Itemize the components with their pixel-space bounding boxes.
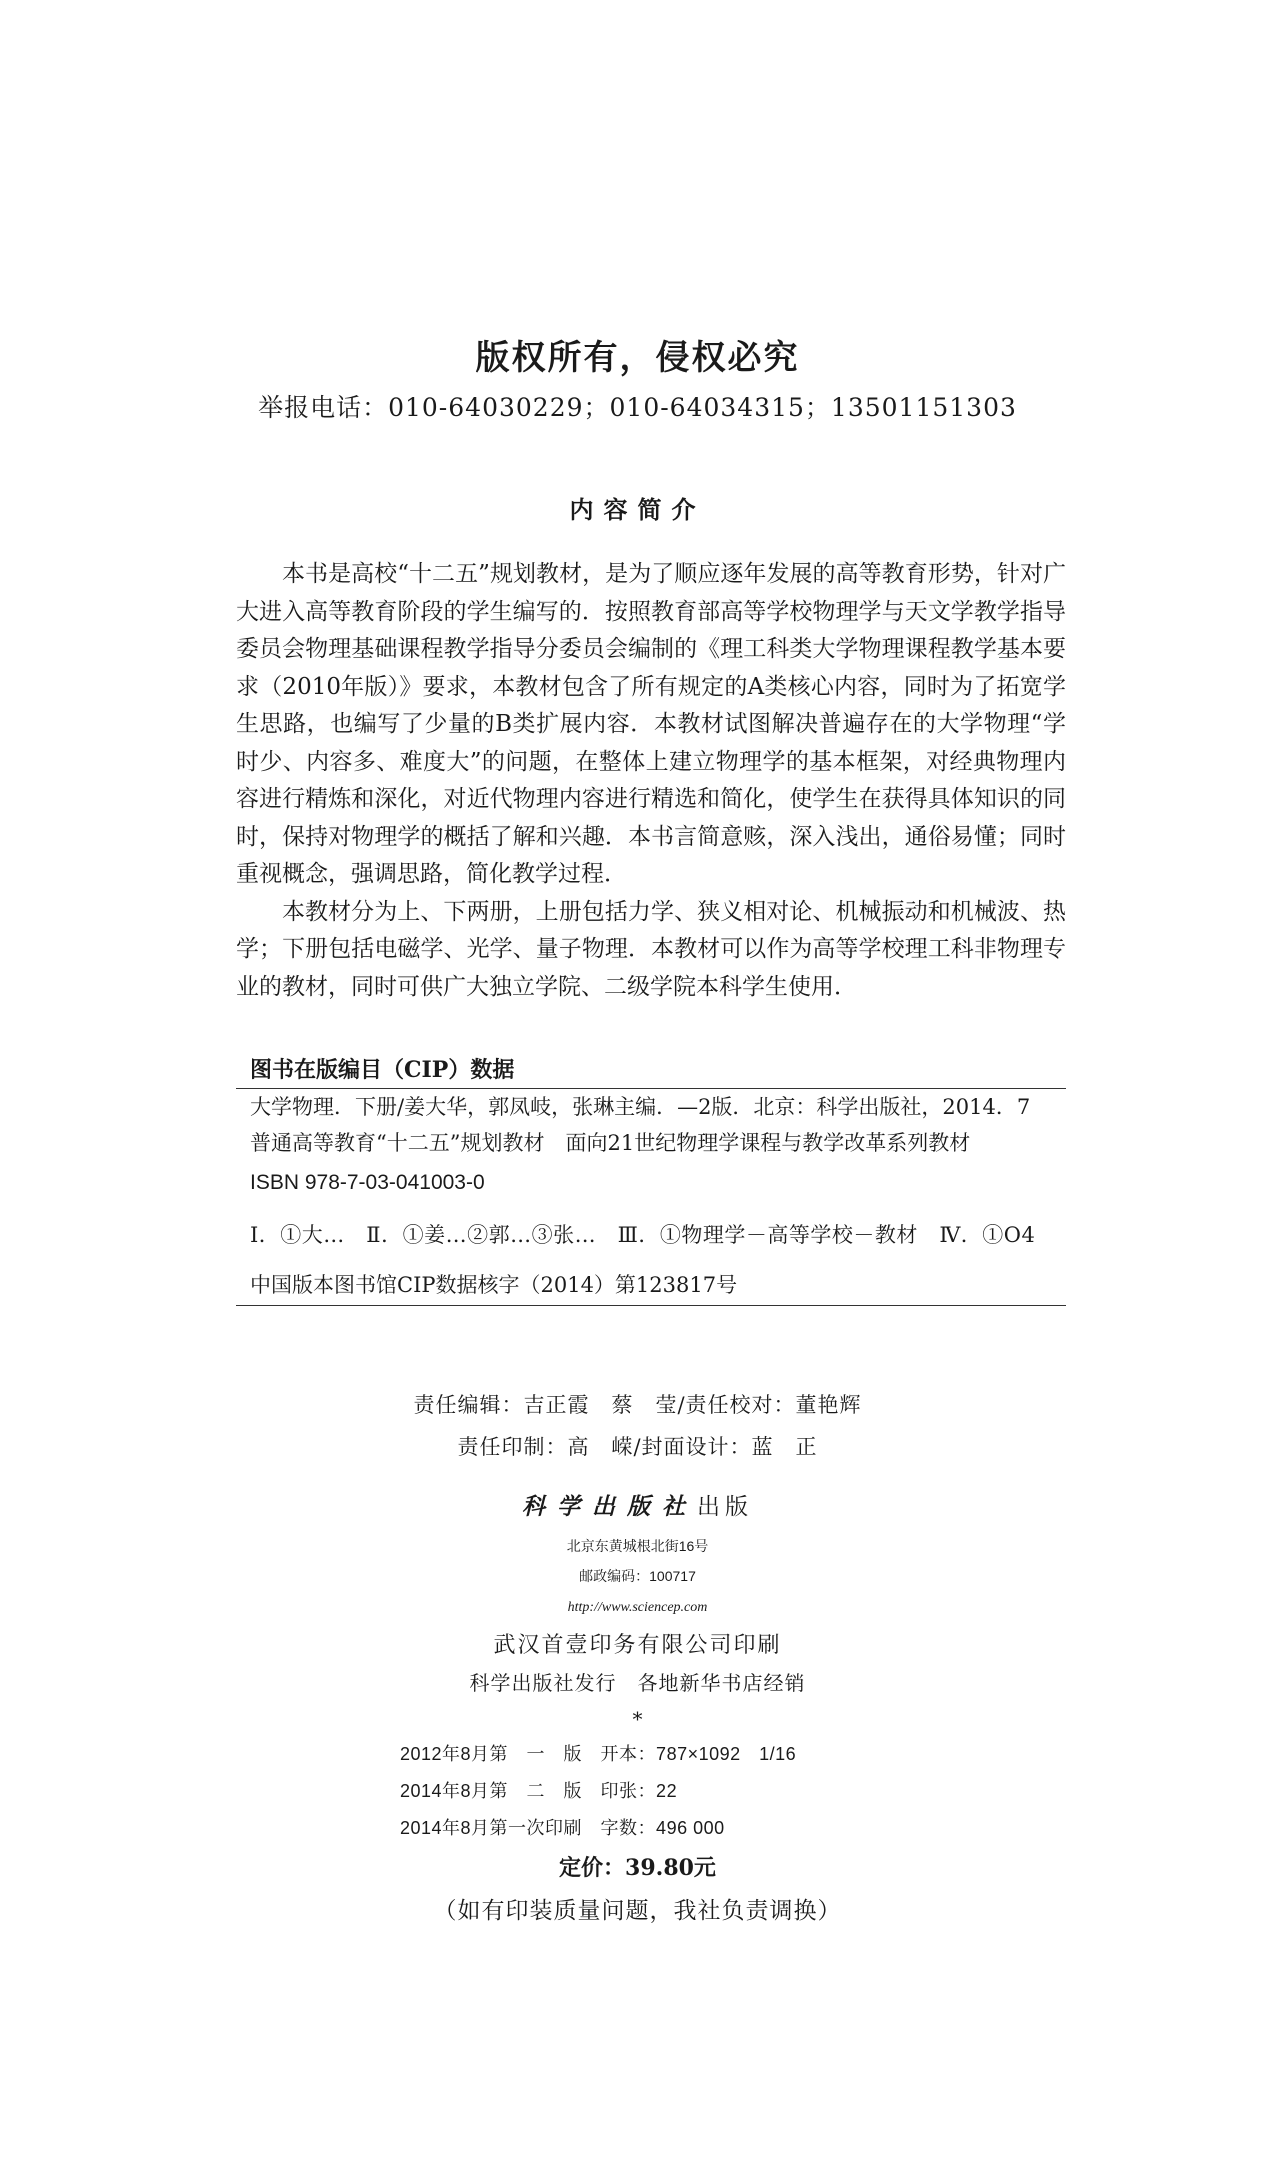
separator-asterisk: * <box>632 1707 643 1731</box>
edition-row: 2012年8月第 一 版 开本：787×1092 1/16 <box>400 1744 797 1764</box>
copyright-title: 版权所有，侵权必究 <box>475 338 800 378</box>
cip-book-entry: 大学物理．下册/姜大华，郭凤岐，张琳主编．—2版．北京：科学出版社，2014．7 <box>250 1095 1031 1119</box>
summary-paragraph: 本教材分为上、下两册，上册包括力学、狭义相对论、机械振动和机械波、热学；下册包括电磁学、光学、量子物理．本教材可以作为高等学校理工科非物理专业的教材，同时可供广大独立学院、二级学院本科学生使用． <box>236 898 1066 1000</box>
cip-data-block <box>236 1052 1066 1306</box>
distributor: 科学出版社发行 各地新华书店经销 <box>469 1671 806 1695</box>
cip-isbn: ISBN 978-7-03-041003-0 <box>250 1171 485 1194</box>
edition-row: 2014年8月第一次印刷 字数：496 000 <box>400 1818 725 1838</box>
production-credits: 责任印制：高 嵘/封面设计：蓝 正 <box>457 1435 818 1459</box>
price: 定价：39.80元 <box>559 1855 716 1881</box>
summary-heading: 内容简介 <box>569 495 706 524</box>
cip-series-entry: 普通高等教育“十二五”规划教材 面向21世纪物理学课程与教学改革系列教材 <box>250 1131 971 1155</box>
publisher-url: http://www.sciencep.com <box>567 1600 708 1615</box>
quality-note: （如有印装质量问题，我社负责调换） <box>433 1898 842 1924</box>
publisher-address: 北京东黄城根北街16号 <box>566 1538 709 1554</box>
cip-classification: Ⅰ．①大… Ⅱ．①姜…②郭…③张… Ⅲ．①物理学－高等学校－教材 Ⅳ．①O4 <box>250 1223 1036 1247</box>
publisher-logotype: 科学出版社 <box>522 1493 697 1520</box>
report-phone: 举报电话：010-64030229；010-64034315；13501151303 <box>258 393 1017 422</box>
publisher-line <box>0 1488 1275 1521</box>
responsible-editors: 责任编辑：吉正霞 蔡 莹/责任校对：董艳辉 <box>413 1393 862 1417</box>
printer: 武汉首壹印务有限公司印刷 <box>493 1633 782 1658</box>
cip-heading: 图书在版编目（CIP）数据 <box>236 1052 1066 1089</box>
editors-block <box>0 1384 1275 1468</box>
publisher-postcode: 邮政编码：100717 <box>579 1568 696 1584</box>
edition-row: 2014年8月第 二 版 印张：22 <box>400 1781 678 1801</box>
summary-body <box>236 556 1066 1006</box>
cip-approval-number: 中国版本图书馆CIP数据核字（2014）第123817号 <box>236 1267 1066 1306</box>
publisher-suffix: 出版 <box>697 1494 753 1520</box>
summary-paragraph: 本书是高校“十二五”规划教材，是为了顺应逐年发展的高等教育形势，针对广大进入高等教育阶段的学生编写的．按照教育部高等学校物理学与天文学教学指导委员会物理基础课程教学指导分委员会编制的《理工科类大学物理课程教学基本要求（2010年版）》要求，本教材包含了所有规定的A类核心内容，同时为了拓宽学生思路，也编写了少量的B类扩展内容．本教材试图解决普遍存在的大学物理“学时少、内容多、难度大”的问题，在整体上建立物理学的基本框架，对经典物理内容进行精炼和深化，对近代物理内容进行精选和简化，使学生在获得具体知识的同时，保持对物理学的概括了解和兴趣．本书言简意赅，深入浅出，通俗易懂；同时重视概念，强调思路，简化教学过程． <box>236 561 1066 887</box>
